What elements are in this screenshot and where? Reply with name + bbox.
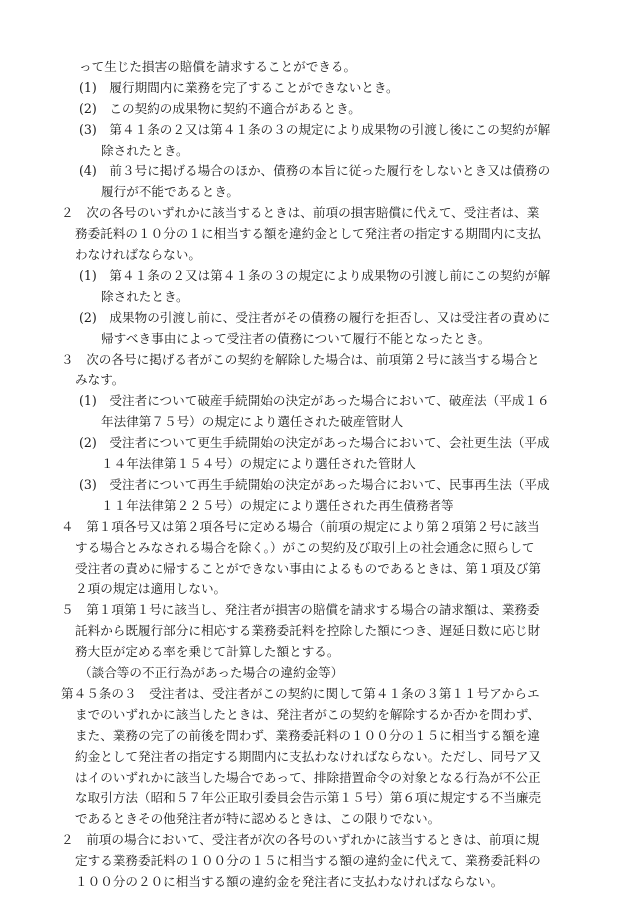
text-line: って生じた損害の賠償を請求することができる。 [79, 59, 357, 74]
text-line: 帰すべき事由によって受注者の債務について履行不能となったとき。 [101, 331, 491, 346]
text-line: ５ 第１項第１号に該当し、発注者が損害の賠償を請求する場合の請求額は、業務委 [61, 602, 540, 617]
text-line: みなす。 [75, 372, 125, 387]
text-line: 務委託料の１０分の１に相当する額を違約金として発注者の指定する期間内に支払 [75, 226, 541, 241]
text-line: １１年法律第２２５号）の規定により選任された再生債務者等 [101, 498, 454, 513]
text-line: (1) 第４１条の２又は第４１条の３の規定により成果物の引渡し前にこの契約が解 [79, 268, 551, 283]
text-line: (1) 受注者について破産手続開始の決定があった場合において、破産法（平成１６ [79, 393, 550, 408]
text-line: また、業務の完了の前後を問わず、業務委託料の１００分の１５に相当する額を違 [75, 728, 540, 743]
text-line: 定する業務委託料の１００分の１５に相当する額の違約金に代えて、業務委託料の [75, 853, 541, 868]
text-line: (2) この契約の成果物に契約不適合があるとき。 [79, 101, 361, 116]
text-line: (2) 成果物の引渡し前に、受注者がその債務の履行を拒否し、又は受注者の責めに [79, 310, 551, 325]
text-line: 除されたとき。 [101, 143, 189, 158]
text-line: (3) 第４１条の２又は第４１条の３の規定により成果物の引渡し後にこの契約が解 [79, 122, 551, 137]
text-line: 第４５条の３ 受注者は、受注者がこの契約に関して第４１条の３第１１号アからエ [61, 686, 540, 701]
text-line: ３ 次の各号に掲げる者がこの契約を解除した場合は、前項第２号に該当する場合と [61, 352, 540, 367]
text-line: １００分の２０に相当する額の違約金を発注者に支払わなければならない。 [75, 874, 504, 889]
text-line: までのいずれかに該当したときは、発注者がこの契約を解除するか否かを問わず、 [75, 707, 540, 722]
text-line: 務大臣が定める率を乗じて計算した額とする。 [75, 644, 340, 659]
text-line: 受注者の責めに帰することができない事由によるものであるときは、第１項及び第 [75, 561, 541, 576]
text-line: であるときその他発注者が特に認めるときは、この限りでない。 [75, 811, 441, 826]
text-line: 履行が不能であるとき。 [101, 184, 240, 199]
text-line: 除されたとき。 [101, 289, 189, 304]
text-line: １４年法律第１５４号）の規定により選任された管財人 [101, 456, 416, 471]
article-heading: （談合等の不正行為があった場合の違約金等） [79, 665, 344, 680]
text-line: ４ 第１項各号又は第２項各号に定める場合（前項の規定により第２項第２号に該当 [61, 519, 540, 534]
text-line: ２ 前項の場合において、受注者が次の各号のいずれかに該当するときは、前項に規 [61, 832, 540, 847]
text-line: する場合とみなされる場合を除く。）がこの契約及び取引上の社会通念に照らして [75, 540, 535, 555]
text-line: (4) 前３号に掲げる場合のほか、債務の本旨に従った履行をしないとき又は債務の [79, 163, 551, 178]
text-line: 年法律第７５号）の規定により選任された破産管財人 [101, 414, 404, 429]
text-line: 約金として発注者の指定する期間内に支払わなければならない。ただし、同号ア又 [75, 749, 541, 764]
text-line: 託料から既履行部分に相応する業務委託料を控除した額につき、遅延日数に応じ財 [75, 623, 541, 638]
text-line: はイのいずれかに該当した場合であって、排除措置命令の対象となる行為が不公正 [75, 770, 541, 785]
text-line: (1) 履行期間内に業務を完了することができないとき。 [79, 80, 399, 95]
text-line: (3) 受注者について再生手続開始の決定があった場合において、民事再生法（平成 [79, 477, 550, 492]
text-line: ２ 次の各号のいずれかに該当するときは、前項の損害賠償に代えて、受注者は、業 [61, 205, 540, 220]
text-line: (2) 受注者について更生手続開始の決定があった場合において、会社更生法（平成 [79, 435, 550, 450]
text-line: わなければならない。 [75, 247, 201, 262]
text-line: な取引方法（昭和５７年公正取引委員会告示第１５号）第６項に規定する不当廉売 [75, 790, 541, 805]
text-line: ２項の規定は適用しない。 [75, 581, 227, 596]
